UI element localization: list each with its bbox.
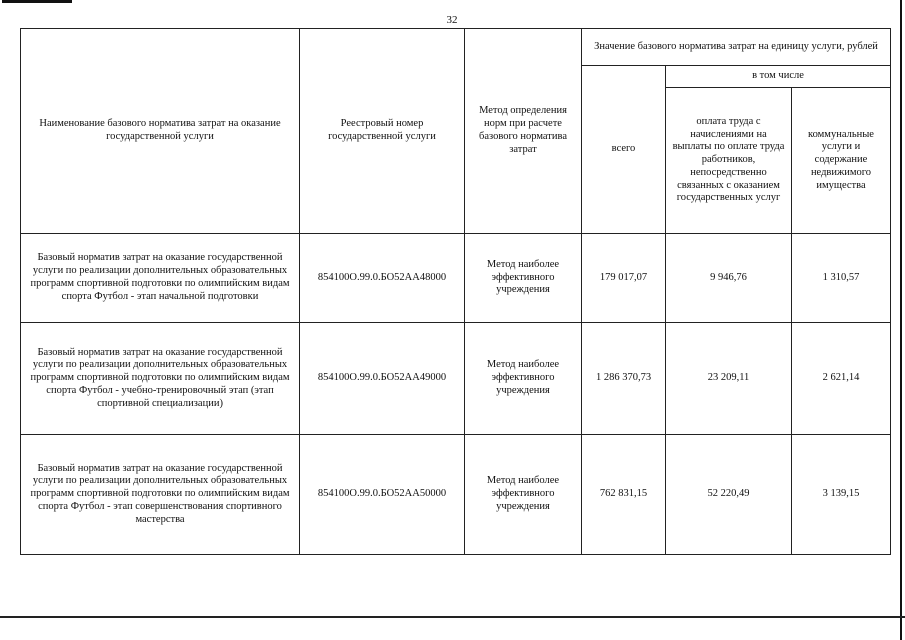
row-total: 179 017,07	[582, 234, 666, 323]
row-utilities: 3 139,15	[792, 435, 891, 555]
row-method: Метод наиболее эффективного учреждения	[465, 435, 582, 555]
row-registry-number: 854100О.99.0.БО52АА50000	[300, 435, 465, 555]
table-row	[21, 234, 891, 323]
scan-mark	[2, 0, 72, 3]
scan-edge	[900, 0, 902, 640]
row-labor-costs: 52 220,49	[666, 435, 792, 555]
row-utilities: 1 310,57	[792, 234, 891, 323]
header-value-group: Значение базового норматива затрат на единицу услуги, рублей	[582, 29, 891, 66]
row-total: 762 831,15	[582, 435, 666, 555]
row-total: 1 286 370,73	[582, 323, 666, 435]
header-registry-number: Реестровый номер государственной услуги	[300, 29, 465, 234]
row-method: Метод наиболее эффективного учреждения	[465, 323, 582, 435]
row-name: Базовый норматив затрат на оказание государственной услуги по реализации дополнительных образовательных программ спортивной подготовки по олимпийским видам спорта Футбол - этап начальной подготовки	[21, 234, 300, 323]
row-registry-number: 854100О.99.0.БО52АА49000	[300, 323, 465, 435]
row-registry-number: 854100О.99.0.БО52АА48000	[300, 234, 465, 323]
header-including: в том числе	[666, 66, 891, 88]
header-method: Метод определения норм при расчете базового норматива затрат	[465, 29, 582, 234]
page-number: 32	[446, 14, 458, 26]
header-name: Наименование базового норматива затрат на оказание государственной услуги	[21, 29, 300, 234]
row-method: Метод наиболее эффективного учреждения	[465, 234, 582, 323]
header-total: всего	[582, 66, 666, 234]
row-name: Базовый норматив затрат на оказание государственной услуги по реализации дополнительных образовательных программ спортивной подготовки по олимпийским видам спорта Футбол - этап совершенствования спортивного мастерства	[21, 435, 300, 555]
cost-norms-table	[20, 28, 891, 555]
scan-edge	[0, 616, 905, 618]
table-row	[21, 323, 891, 435]
row-labor-costs: 9 946,76	[666, 234, 792, 323]
row-utilities: 2 621,14	[792, 323, 891, 435]
table-row	[21, 435, 891, 555]
header-utilities: коммунальные услуги и содержание недвижимого имущества	[792, 88, 891, 234]
header-labor-costs: оплата труда с начислениями на выплаты по оплате труда работников, непосредственно связанных с оказанием государственных услуг	[666, 88, 792, 234]
row-labor-costs: 23 209,11	[666, 323, 792, 435]
row-name: Базовый норматив затрат на оказание государственной услуги по реализации дополнительных образовательных программ спортивной подготовки по олимпийским видам спорта Футбол - учебно-тренировочный этап (этап спортивной специализации)	[21, 323, 300, 435]
